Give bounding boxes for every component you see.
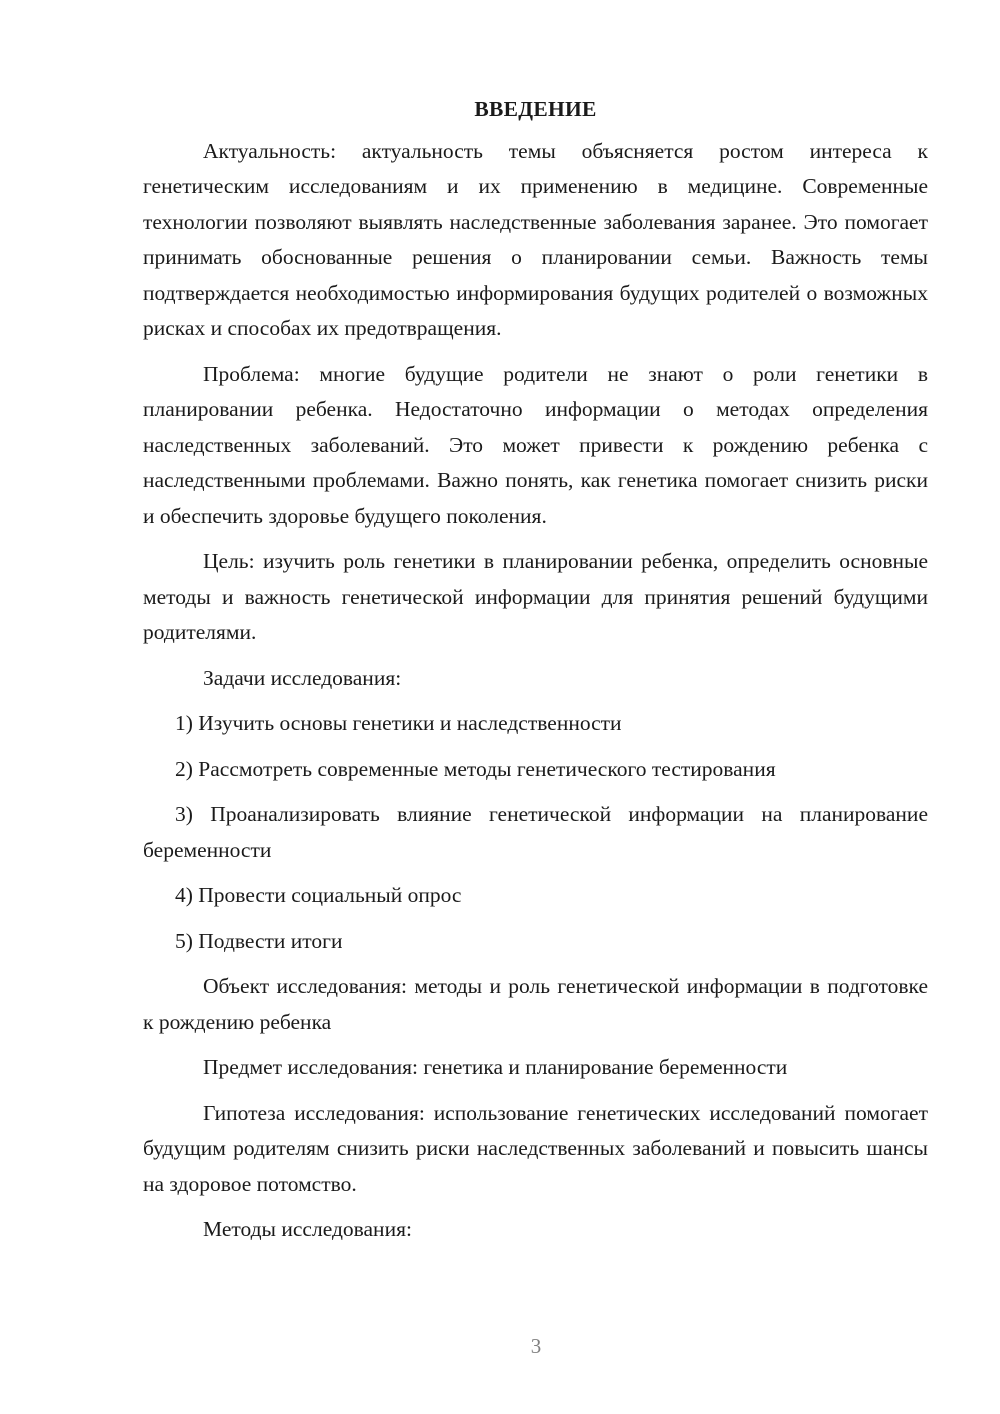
task-item-2: 2) Рассмотреть современные методы генетического тестирования — [175, 756, 776, 781]
document-title: ВВЕДЕНИЕ — [474, 97, 597, 121]
task-item-4: 4) Провести социальный опрос — [175, 883, 462, 907]
paragraph-hypothesis: Гипотеза исследования: использование генетических исследований помогает будущим родителям снизить риски наследственных заболеваний и повысить шансы на здоровое потомство. — [143, 1100, 928, 1196]
document-page — [143, 92, 928, 1258]
tasks-heading: Задачи исследования: — [203, 665, 402, 690]
paragraph-problem: Проблема: многие будущие родители не знают о роли генетики в планировании ребенка. Недостаточно информации о методах определения наследственных заболеваний. Это может привести к рождению ребенка с наследственными проблемами. Важно понять, как генетика помогает снизить риски и обеспечить здоровье будущего поколения. — [143, 361, 928, 528]
paragraph-subject: Предмет исследования: генетика и планирование беременности — [203, 1055, 788, 1079]
page-number: 3 — [530, 1334, 542, 1358]
methods-heading: Методы исследования: — [203, 1217, 412, 1241]
task-item-5: 5) Подвести итоги — [175, 928, 343, 953]
paragraph-relevance: Актуальность: актуальность темы объясняется ростом интереса к генетическим исследованиям и их применению в медицине. Современные технологии позволяют выявлять наследственные заболевания заранее. Это помогает принимать обоснованные решения о планировании семьи. Важность темы подтверждается необходимостью информирования будущих родителей о возможных рисках и способах их предотвращения. — [143, 138, 928, 340]
paragraph-goal: Цель: изучить роль генетики в планировании ребенка, определить основные методы и важность генетической информации для принятия решений будущими родителями. — [143, 549, 928, 644]
paragraph-object: Объект исследования: методы и роль генетической информации в подготовке к рождению ребенка — [143, 974, 928, 1034]
task-item-3: 3) Проанализировать влияние генетической информации на планирование беременности — [143, 802, 928, 862]
tasks-list — [143, 706, 928, 959]
task-item-1: 1) Изучить основы генетики и наследственности — [175, 711, 622, 735]
